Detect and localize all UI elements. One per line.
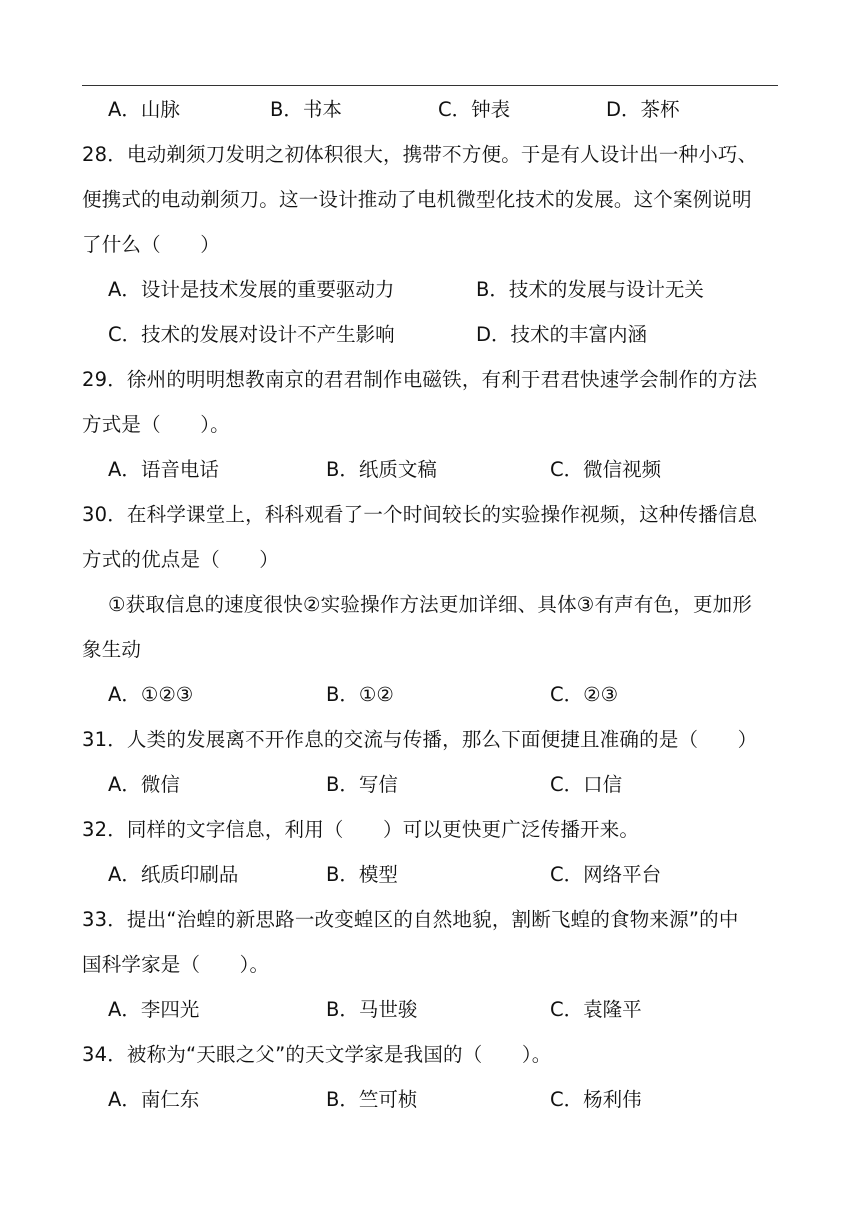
q30-option-b: B．①② <box>326 683 394 706</box>
q34-option-b: B．竺可桢 <box>326 1088 418 1111</box>
q33-text-line-1: 33．提出“治蝗的新思路一改变蝗区的自然地貌，割断飞蝗的食物来源”的中 <box>82 908 739 931</box>
q28-text-line-3: 了什么（ ） <box>82 233 220 256</box>
q33-text-line-2: 国科学家是（ ）。 <box>82 953 270 976</box>
q33-option-a: A．李四光 <box>108 998 200 1021</box>
q34-option-a: A．南仁东 <box>108 1088 200 1111</box>
q32-text-line-1: 32．同样的文字信息，利用（ ）可以更快更广泛传播开来。 <box>82 818 640 841</box>
q27-option-b: B．书本 <box>270 98 342 121</box>
q30-statement-line-2: 象生动 <box>82 638 142 661</box>
q33-option-c: C．袁隆平 <box>550 998 642 1021</box>
q31-option-b: B．写信 <box>326 773 398 796</box>
q31-option-a: A．微信 <box>108 773 180 796</box>
q29-option-b: B．纸质文稿 <box>326 458 437 481</box>
q28-text-line-2: 便携式的电动剃须刀。这一设计推动了电机微型化技术的发展。这个案例说明 <box>82 188 752 211</box>
q30-option-c: C．②③ <box>550 683 619 706</box>
q33-option-b: B．马世骏 <box>326 998 418 1021</box>
q30-text-line-1: 30．在科学课堂上，科科观看了一个时间较长的实验操作视频，这种传播信息 <box>82 503 758 526</box>
q29-text-line-1: 29．徐州的明明想教南京的君君制作电磁铁，有利于君君快速学会制作的方法 <box>82 368 758 391</box>
q27-option-d: D．茶杯 <box>606 98 680 121</box>
q31-text-line-1: 31．人类的发展离不开作息的交流与传播，那么下面便捷且准确的是（ ） <box>82 728 758 751</box>
q29-option-c: C．微信视频 <box>550 458 662 481</box>
q30-statement-line-1: ①获取信息的速度很快②实验操作方法更加详细、具体③有声有色，更加形 <box>108 593 753 616</box>
q30-option-a: A．①②③ <box>108 683 194 706</box>
q28-option-b: B．技术的发展与设计无关 <box>476 278 704 301</box>
q27-option-a: A．山脉 <box>108 98 180 121</box>
header-rule <box>82 85 778 86</box>
q30-text-line-2: 方式的优点是（ ） <box>82 548 280 571</box>
q29-text-line-2: 方式是（ ）。 <box>82 413 230 436</box>
q28-option-a: A．设计是技术发展的重要驱动力 <box>108 278 395 301</box>
q34-option-c: C．杨利伟 <box>550 1088 642 1111</box>
q29-option-a: A．语音电话 <box>108 458 219 481</box>
q27-option-c: C．钟表 <box>438 98 511 121</box>
q32-option-a: A．纸质印刷品 <box>108 863 239 886</box>
q28-text-line-1: 28．电动剃须刀发明之初体积很大，携带不方便。于是有人设计出一种小巧、 <box>82 143 758 166</box>
q31-option-c: C．口信 <box>550 773 623 796</box>
q32-option-c: C．网络平台 <box>550 863 662 886</box>
q32-option-b: B．模型 <box>326 863 398 886</box>
q34-text-line-1: 34．被称为“天眼之父”的天文学家是我国的（ ）。 <box>82 1043 552 1066</box>
q28-option-d: D．技术的丰富内涵 <box>476 323 648 346</box>
q28-option-c: C．技术的发展对设计不产生影响 <box>108 323 395 346</box>
